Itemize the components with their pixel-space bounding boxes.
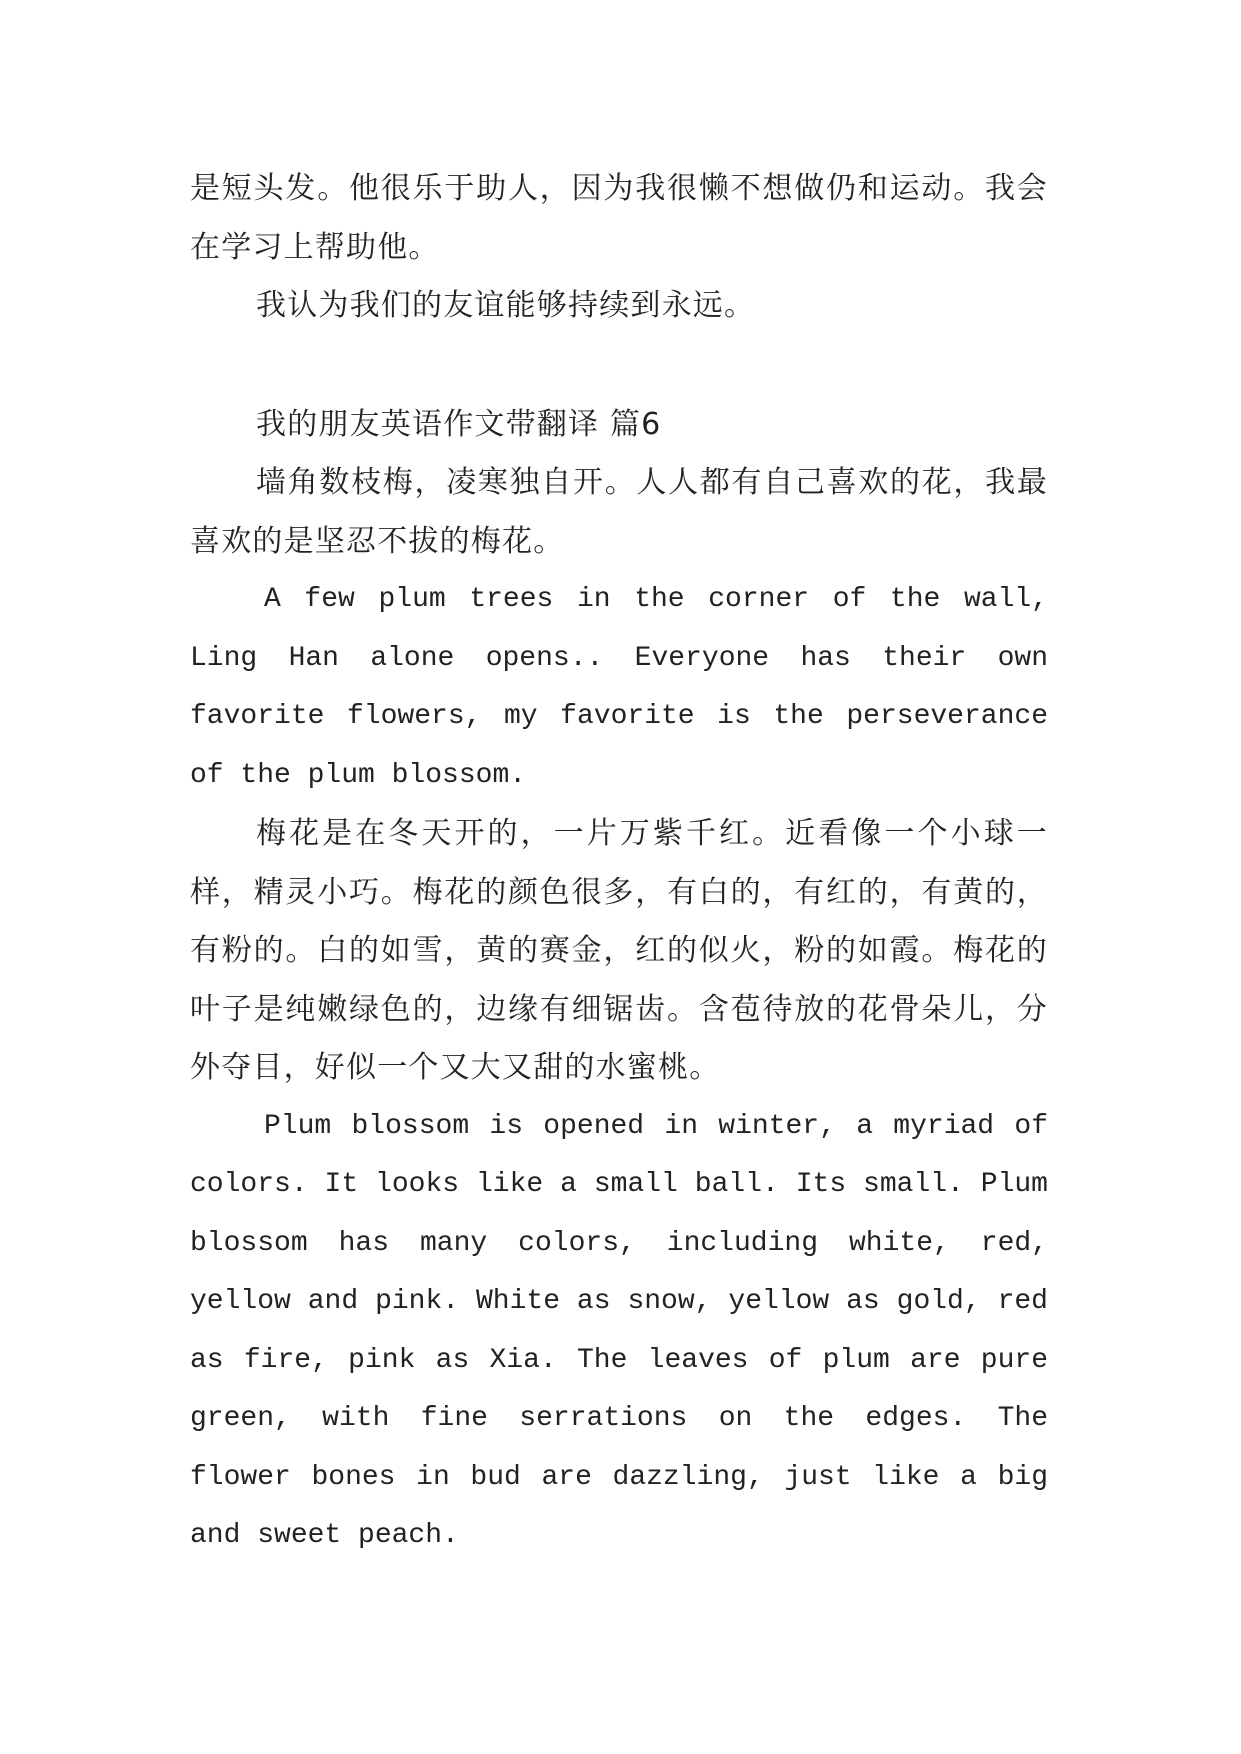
section-spacer: [190, 336, 1048, 396]
paragraph-plum-description-chinese: 梅花是在冬天开的，一片万紫千红。近看像一个小球一样，精灵小巧。梅花的颜色很多，有白的，有红的，有黄的，有粉的。白的如雪，黄的赛金，红的似火，粉的如霞。梅花的叶子是纯嫩绿色的，边缘有细锯齿。含苞待放的花骨朵儿，分外夺目，好似一个又大又甜的水蜜桃。: [190, 816, 1048, 1085]
document-body: [190, 160, 1048, 1566]
section-heading: 我的朋友英语作文带翻译 篇6: [256, 406, 662, 442]
paragraph-continuation: 是短头发。他很乐于助人，因为我很懒不想做仍和运动。我会在学习上帮助他。: [190, 171, 1048, 265]
paragraph-plum-intro-english: A few plum trees in the corner of the wall, Ling Han alone opens.. Everyone has their own favorite flowers, my favorite is the perseverance of the plum blossom.: [190, 584, 1048, 791]
paragraph-plum-intro-chinese: 墙角数枝梅，凌寒独自开。人人都有自己喜欢的花，我最喜欢的是坚忍不拔的梅花。: [190, 465, 1048, 559]
paragraph-plum-description-english: Plum blossom is opened in winter, a myriad of colors. It looks like a small ball. Its small. Plum blossom has many colors, including white, red, yellow and pink. White as snow, yellow as gold, red as fire, pink as Xia. The leaves of plum are pure green, with fine serrations on the edges. The flower bones in bud are dazzling, just like a big and sweet peach.: [190, 1110, 1048, 1551]
paragraph-friendship-forever: 我认为我们的友谊能够持续到永远。: [256, 288, 756, 323]
